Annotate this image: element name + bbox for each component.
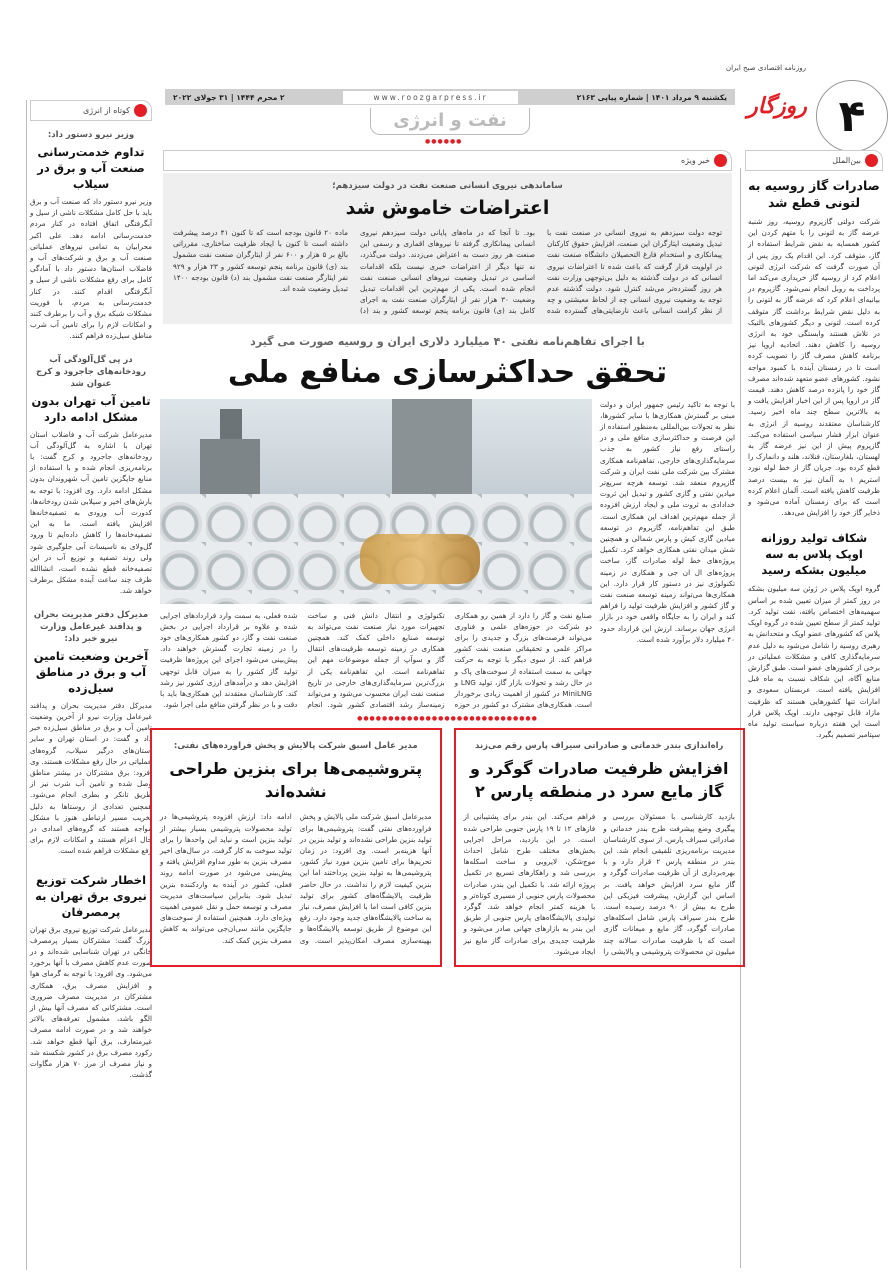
body-text: توجه دولت سیزدهم به نیروی انسانی در صنعت نفت با تبدیل وضعیت ایثارگران این صنعت، افزایش حقوق کارکنان پیمانکاری و استخدام فارغ التحصیلان دانشگاه صنعت نفت در اولویت قرار گرفت که باعث شده تا اعتراضات نیروی انسانی که در دولت گذشته به دلیل بی‌توجهی وزارت نفت هر روز گسترده‌تر می‌شد کنترل شود. دولت گذشته عدم توجه به وضعیت نیروی انسانی چه از لحاظ معیشتی و چه از نظر کرامت انسانی باعث نارضایتی‌های گسترده شده بود. تا آنجا که در ماه‌های پایانی دولت سیزدهم نیروی انسانی پیمانکاری گرفته تا نیروهای اقماری و رسمی این صنعت هر روز دست به اعتراض می‌زدند. دولت می‌گذرد، نه تنها دیگر از اعتراضات خبری نیست بلکه اقدامات اساسی در تبدیل وضعیت نیروهای انسانی صنعت نفت انجام شده است. یکی از مهم‌ترین این اقدامات تبدیل وضعیت ۳۰ هزار نفر از ایثارگران صنعت نفت به اجرای کامل بند (ی) قانون برنامه پنجم توسعه کشور و بند (د) ماده ۲۰ قانون بودجه است که تا کنون ۴۱ درصد پیشرفت داشته است تا کنون با ایجاد ظرفیت ساختاری، مقرراتی بالغ بر ۵ هزار و ۶۰۰ نفر از ایثارگران صنعت نفت مشمول بند (ی) قانون برنامه پنجم توسعه کشور و ۲۳ هزار و ۹۲۹ نفر ایثارگر صنعت نفت مشمول بند (د) قانون بودجه ۱۴۰۰ تبدیل وضعیت شده اند. bbox=[173, 228, 722, 316]
article-gas-latvia bbox=[745, 177, 883, 518]
kicker: راه‌اندازی بندر خدماتی و صادراتی سیراف پارس رقم می‌زند bbox=[475, 741, 724, 752]
headline: آخرین وضعیت تامین آب و برق در مناطق سیل‌زده bbox=[33, 648, 149, 695]
article-tehran-electricity bbox=[30, 869, 152, 1081]
kicker: ساماندهی نیروی انسانی صنعت نفت در دولت سیزدهم؛ bbox=[332, 181, 563, 191]
oil-barrels-photo bbox=[160, 399, 592, 604]
main-body-columns: صنایع نفت و گاز را دارد از همین رو همکاری دو شرکت در حوزه‌های علمی و فناوری می‌تواند فرصت‌های بزرگ و جدیدی را برای مراکز علمی و تحقیقاتی صنعت نفت کشور فراهم کند. از سوی دیگر با توجه به حرکت جهانی به سمت استفاده از سوخت‌های پاک و در حال رشد و تحولات بازار گاز، تولید LNG و MiniLNG در کشور از اهمیت زیادی برخوردار است. همکاری‌های مشترک دو کشور در حوزه تکنولوژی و انتقال دانش فنی و ساخت تجهیزات مورد نیاز صنعت نفت می‌تواند به توسعه صنایع داخلی کمک کند. همچنین همکاری در زمینه توسعه ظرفیت‌های انتقال گاز و سوآپ از جمله موضوعات مهم این تفاهم‌نامه است. این تفاهم‌نامه یکی از بزرگ‌ترین سرمایه‌گذاری‌های خارجی در تاریخ صنعت نفت ایران محسوب می‌شود و می‌تواند زمینه‌ساز رشد اقتصادی کشور شود. انجام شده فعلی، به سمت وارد قراردادهای اجرایی شده و علاوه بر قرارداد اجرایی در بخش صنعت نفت و گاز، دو کشور همکاری‌های خود را در زمینه تجارت گسترش خواهند داد. پیش‌بینی می‌شود اجرای این پروژه‌ها ظرفیت تولید گاز کشور را به میزان قابل توجهی افزایش دهد و درآمدهای ارزی کشور نیز رشد کند. کارشناسان معتقدند این همکاری‌ها باید با دقت و با در نظر گرفتن منافع ملی اجرا شود. bbox=[160, 610, 593, 710]
article-water-power-flood bbox=[30, 129, 152, 342]
kicker: با اجرای تفاهم‌نامه نفتی ۴۰ میلیارد دلاری ایران و روسیه صورت می گیرد bbox=[250, 334, 645, 348]
body-text: مدیرعامل اسبق شرکت ملی پالایش و پخش فراورده‌های نفتی گفت: پتروشیمی‌ها برای تولید بنزین طراحی نشده‌اند و تولید بنزین در آنها هزینه‌بر است. وی افزود: در زمان تحریم‌ها برای تامین بنزین مورد نیاز کشور، پتروشیمی‌ها به تولید بنزین پرداختند اما این بنزین کیفیت لازم را نداشت. در حال حاضر ظرفیت پالایشگاه‌های کشور برای تولید بنزین کافی است اما با افزایش مصرف، نیاز به ساخت پالایشگاه‌های جدید وجود دارد. رفع این موضوع از طریق توسعه پالایشگاه‌ها و بهینه‌سازی مصرف امکان‌پذیر است. وی ادامه داد: ارزش افزوده پتروشیمی‌ها در تولید محصولات پتروشیمی بسیار بیشتر از تولید بنزین است و نباید این واحدها را برای تولید سوخت به کار گرفت. در سال‌های اخیر مصرف بنزین به طور مداوم افزایش یافته و پیش‌بینی می‌شود در صورت ادامه روند فعلی، کشور در آینده به واردکننده بنزین تبدیل شود. بنابراین سیاست‌های مدیریت مصرف و توسعه حمل و نقل عمومی اهمیت ویژه‌ای دارد. همچنین استفاده از سوخت‌های جایگزین مانند سی‌ان‌جی می‌تواند به کاهش مصرف بنزین کمک کند. bbox=[160, 812, 432, 945]
main-body-right: با توجه به تاکید رئیس جمهور ایران و دولت مبنی بر گسترش همکاری‌ها با سایر کشورها، نظر به تحولات بین‌المللی به‌منظور استفاده از این فرصت و حداکثرسازی منافع ملی و در راستای رفع نیاز کشور به جذب سرمایه‌گذاری‌های خارجی، تفاهم‌نامه همکاری مشترک بین شرکت ملی نفت ایران و شرکت گازپروم منعقد شد. توسعه هرچه سریع‌تر میادین نفتی و گازی کشور و تبدیل این ثروت خدادادی به ثروت ملی و ایجاد ارزش افزوده از جمله مهم‌ترین اهداف این همکاری است. طبق این تفاهم‌نامه، گازپروم در توسعه میادین گازی کیش و پارس شمالی و همچنین شش میدان نفتی همکاری خواهد کرد. تکمیل پروژه‌های خط لوله صادرات گاز، ساخت پروژه‌های ال ان جی و همکاری در زمینه تکنولوژی نیز در دستور کار قرار دارد. این همکاری‌ها می‌تواند زمینه توسعه صنعت نفت و گاز کشور و افزایش ظرفیت تولید را فراهم کند و ایران را به جایگاه واقعی خود در بازار انرژی جهان برساند. ارزش این قرارداد حدود ۴۰ میلیارد دلار برآورد شده است. bbox=[600, 399, 735, 644]
section-header-international bbox=[745, 150, 883, 171]
header-bar bbox=[165, 89, 735, 105]
logo: روزگار bbox=[747, 94, 807, 119]
section-title: نفت و انرژی bbox=[370, 108, 530, 135]
section-dots: ●●●●●● bbox=[425, 138, 463, 145]
body-text: مدیرکل دفتر مدیریت بحران و پدافند غیرعامل وزارت نیرو از آخرین وضعیت تامین آب و برق در مناطق سیل‌زده خبر داد و گفت: در استان تهران و سایر استان‌های درگیر سیلاب، گروه‌های عملیاتی در حال رفع مشکلات هستند. وی افزود: برق مشترکان در بیشتر مناطق وصل شده و تامین آب شرب نیز از طریق تانکر و بطری انجام می‌شود. همچنین تعدادی از روستاها به دلیل تخریب مسیر ارتباطی هنوز با مشکل مواجه هستند که گروه‌های امدادی در حال اعزام هستند و امکانات لازم برای رفع مشکلات فراهم شده است. bbox=[30, 700, 152, 856]
bullet-icon bbox=[714, 154, 727, 167]
article-opec bbox=[745, 530, 883, 740]
article-tehran-water bbox=[30, 354, 152, 597]
body-text: بازدید کارشناسی با مسئولان بررسی و پیگیری وضع پیشرفت طرح بندر خدماتی و صادراتی سیراف پارس، از سوی کارشناسان مدیریت برنامه‌ریزی تلفیقی انجام شد. این بندر در منطقه پارس ۲ قرار دارد و با بهره‌برداری از آن ظرفیت صادرات گوگرد و گاز مایع سرد افزایش خواهد یافت. بر اساس این گزارش، پیشرفت فیزیکی این طرح به بیش از ۹۰ درصد رسیده است. طرح بندر سیراف پارس شامل اسکله‌های صادرات گوگرد، گاز مایع و میعانات گازی است که با ظرفیت صادرات سالانه چند میلیون تن محصولات پتروشیمی و پالایشی را فراهم می‌کند. این بندر برای پشتیبانی از فازهای ۱۲ تا ۱۹ پارس جنوبی طراحی شده است. در این بازدید، مراحل اجرایی بخش‌های مختلف طرح شامل احداث موج‌شکن، لایروبی و ساخت اسکله‌ها بررسی شد و راهکارهای تسریع در تکمیل پروژه ارائه شد. با تکمیل این بندر، صادرات محصولات پارس جنوبی از مسیری کوتاه‌تر و با هزینه کمتر انجام خواهد شد. گوگرد تولیدی پالایشگاه‌های پارس جنوبی از طریق این بندر به بازارهای جهانی صادر می‌شود و ظرفیت جدیدی برای صادرات گاز مایع نیز ایجاد می‌شود. bbox=[463, 812, 735, 956]
headline: تامین آب تهران بدون مشکل ادامه دارد bbox=[31, 393, 151, 424]
issue-date: یکشنبه ۹ مرداد ۱۴۰۱ | شماره پیاپی ۲۱۶۳ bbox=[576, 92, 727, 102]
article-flood-areas bbox=[30, 609, 152, 857]
tagline: روزنامه اقتصادی صبح ایران bbox=[725, 64, 806, 72]
body-text: شرکت دولتی گازپروم روسیه، روز شنبه عرضه گاز به لتونی را با متهم کردن این کشور همسایه به نقض شرایط استفاده از گاز، متوقف کرد. این اقدام یک روز پس از آن صورت گرفت که شرکت انرژی لتونی اعلام کرد از روسیه گاز خریداری می‌کند اما پرداخت به روبل انجام نمی‌شود. گازپروم در بیانیه‌ای اعلام کرد که عرضه گاز به لتونی را به دلیل نقض شرایط برداشت گاز متوقف کرده است. لتونی و دیگر کشورهای بالتیک در تلاش هستند وابستگی خود به انرژی روسیه را کاهش دهند. اتحادیه اروپا نیز برنامه کاهش مصرف گاز را تصویب کرده است تا در زمستان آینده با کمبود مواجه نشود. کشورهای عضو متعهد شده‌اند مصرف گاز خود را پانزده درصد کاهش دهند. قیمت گاز در اروپا پس از این اخبار افزایش یافت و به بالاترین سطح چند ماه اخیر رسید. کارشناسان معتقدند روسیه از انرژی به عنوان ابزار فشار سیاسی استفاده می‌کند. گازپروم پیش از این نیز عرضه گاز به لهستان، بلغارستان، فنلاند، هلند و دانمارک را قطع کرده بود. جریان گاز از خط لوله نورد استریم ۱ به آلمان نیز به بیست درصد ظرفیت کاهش یافته است. آلمان اعلام کرده است که برای زمستان آماده می‌شود و ذخایر گاز خود را افزایش می‌دهد. bbox=[748, 217, 880, 518]
special-news-panel bbox=[163, 173, 732, 324]
headline: شکاف تولید روزانه اوپک پلاس به سه میلیون بشکه رسید bbox=[760, 531, 868, 578]
headline: اعتراضات خاموش شد bbox=[345, 197, 550, 219]
headline: تداوم خدمت‌رسانی صنعت آب و برق در سیلاب bbox=[37, 145, 145, 191]
divider-dots: ●●●●●●●●●●●●●●●●●●●●●●●●●●●●● bbox=[357, 715, 538, 723]
header-label: بین‌الملل bbox=[832, 156, 861, 165]
kicker: در پی گل‌آلودگی آب رودخانه‌های جاجرود و کرج عنوان شد bbox=[36, 354, 146, 389]
header-label: کوتاه از انرژی bbox=[83, 106, 130, 115]
box-petrochemical-gasoline bbox=[150, 728, 442, 967]
section-header-special bbox=[163, 150, 732, 171]
body-text: وزیر نیرو دستور داد که صنعت آب و برق باید با حل کامل مشکلات ناشی از سیل و آبگرفتگی اتفاق افتاده در کنار مردم خدمت‌رسانی ادامه دهد. علی اکبر محرابیان به تمامی نیروهای عملیاتی صنعت آب و برق و شرکت‌های آب و فاضلاب استان‌ها دستور داد با آمادگی کامل برای رفع مشکلات ناشی از سیل و آبگرفتگی اقدام کنند. در کنار خدمت‌رسانی به مردم، با فوریت مشکلات شبکه برق و آب را برطرف کنند و امکانات لازم را برای تامین آب شرب مناطق سیل‌زده فراهم کنند. bbox=[30, 197, 152, 341]
headline: پتروشیمی‌ها برای بنزین طراحی نشده‌اند bbox=[169, 759, 423, 802]
body-text: مدیرعامل شرکت توزیع نیروی برق تهران بزرگ گفت: مشترکان بسیار پرمصرف خانگی در تهران شناسایی شده‌اند و در صورت عدم کاهش مصرف با آنها برخورد می‌شود. وی افزود: با توجه به گرمای هوا و افزایش مصرف برق، همکاری مشترکان در مدیریت مصرف ضروری است. مشترکانی که مصرف آنها بیش از الگو باشد، مشمول تعرفه‌های بالاتر خواهند شد و در صورت ادامه مصرف غیرمتعارف، برق آنها قطع خواهد شد. رکورد مصرف برق در کشور شکسته شد و نیاز مصرف از مرز ۷۰ هزار مگاوات گذشت. bbox=[30, 924, 152, 1080]
bullet-icon bbox=[865, 154, 878, 167]
main-story bbox=[160, 334, 735, 711]
kicker: وزیر نیرو دستور داد: bbox=[47, 130, 135, 140]
box-sulfur-export bbox=[454, 728, 746, 967]
page-number-circle bbox=[816, 80, 888, 152]
left-column bbox=[30, 100, 152, 1092]
body-text: مدیرعامل شرکت آب و فاضلاب استان تهران با اشاره به گل‌آلودگی آب رودخانه‌های جاجرود و کرج گفت: با برنامه‌ریزی انجام شده و با استفاده از منابع جایگزین تامین آب شهروندان بدون مشکل ادامه دارد. وی افزود: با توجه به بارش‌های اخیر و سیلابی شدن رودخانه‌ها، کدورت آب ورودی به تصفیه‌خانه‌ها افزایش یافته است. ما به این تصفیه‌خانه‌ها را کاهش داده‌ایم تا ورود گل‌ولای به تاسیسات آبی جلوگیری شود ولی روند تصفیه و توزیع آب در این تصفیه‌خانه قطع نشده است، انشاالله ظرف چند ساعت آینده مشکل برطرف خواهد شد. bbox=[30, 429, 152, 596]
header-label: خبر ویژه bbox=[680, 156, 710, 165]
center-column bbox=[160, 150, 735, 967]
headline: اخطار شرکت توزیع نیروی برق تهران به پرمصرفان bbox=[35, 872, 147, 919]
kicker: مدیرکل دفتر مدیریت بحران و پدافند غیرعامل وزارت نیرو خبر داد: bbox=[33, 609, 149, 644]
headline: تحقق حداکثرسازی منافع ملی bbox=[227, 354, 668, 390]
right-column bbox=[745, 150, 883, 752]
section-header-energy-brief bbox=[30, 100, 152, 121]
page-number: ۴ bbox=[838, 90, 866, 142]
website[interactable]: www.roozgarpress.ir bbox=[343, 91, 517, 104]
bullet-icon bbox=[134, 104, 147, 117]
headline: صادرات گاز روسیه به لتونی قطع شد bbox=[748, 178, 880, 210]
other-dates: ۲ محرم ۱۴۴۴ | ۳۱ جولای ۲۰۲۲ bbox=[173, 92, 285, 102]
kicker: مدیر عامل اسبق شرکت پالایش و پخش فراورده‌های نفتی: bbox=[173, 741, 418, 752]
headline: افزایش ظرفیت صادرات گوگرد و گاز مایع سرد در منطقه پارس ۲ bbox=[470, 759, 729, 802]
body-text: گروه اوپک پلاس در ژوئن سه میلیون بشکه در روز کمتر از میزان تعیین شده بر اساس سهمیه‌های اختصاص یافته، نفت تولید کرد. تولید کمتر از سطح تعیین شده در گروه اوپک پلاس که کشورهای عضو اوپک و متحدانش به رهبری روسیه را شامل می‌شود به دلیل عدم سرمایه‌گذاری کافی و مشکلات عملیاتی در برخی از کشورهای عضو است. طبق گزارش منابع آگاه، این شکاف نسبت به ماه قبل افزایش یافته است. عربستان سعودی و امارات تنها کشورهایی هستند که ظرفیت مازاد قابل توجهی دارند. اوپک پلاس قرار است این هفته درباره سیاست تولید ماه سپتامبر تصمیم بگیرد. bbox=[747, 584, 880, 740]
